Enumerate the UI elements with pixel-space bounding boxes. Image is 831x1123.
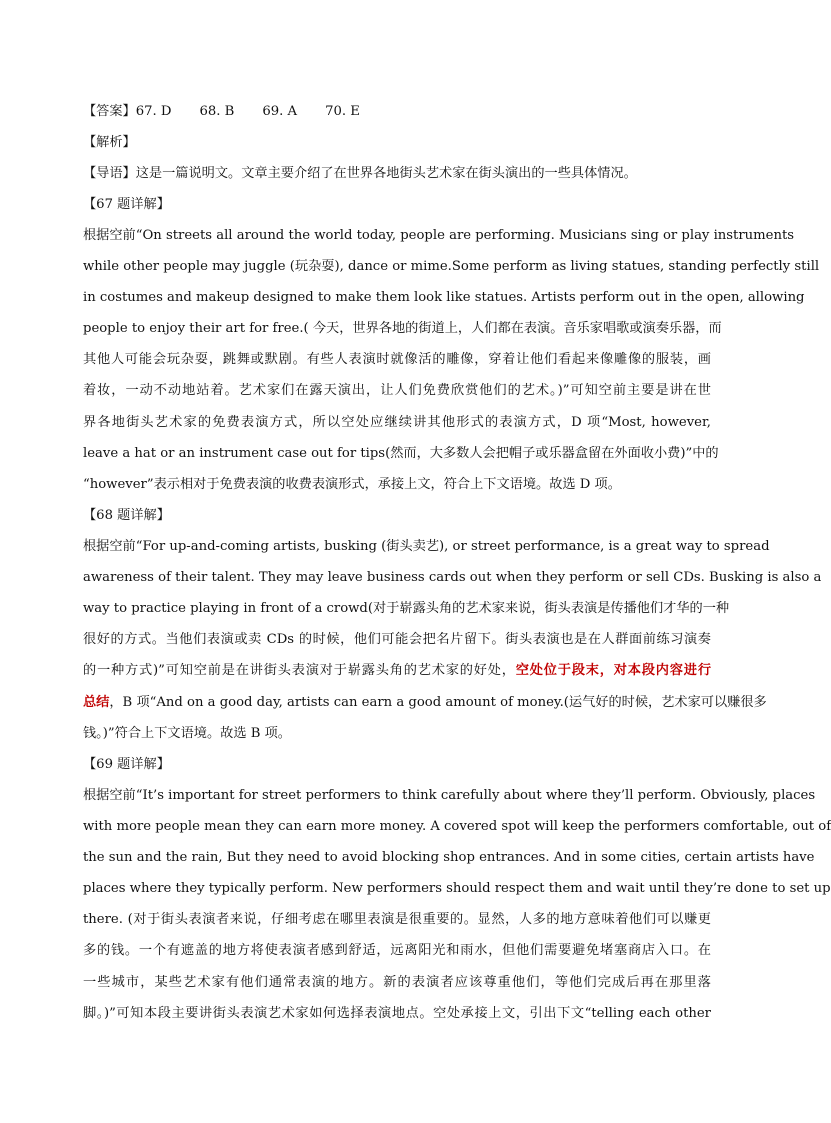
- answer-item: 70. E: [325, 104, 360, 119]
- answer-line: [83, 102, 711, 124]
- q68-line: 根据空前“For up-and-coming artists, busking (街头卖艺), or street performance, is a great way to spread: [83, 539, 770, 554]
- q68-line-with-emphasis: [83, 693, 767, 715]
- analysis-heading: 【解析】: [83, 135, 136, 150]
- q69-line: there. (对于街头表演者来说，仔细考虑在哪里表演是很重要的。显然，人多的地方意味着他们可以赚更: [83, 912, 711, 927]
- q67-line: people to enjoy their art for free.( 今天，世界各地的街道上，人们都在表演。音乐家唱歌或演奏乐器，而: [83, 321, 722, 336]
- q68-line-text: 的一种方式)”可知空前是在讲街头表演对于崭露头角的艺术家的好处，: [83, 663, 516, 678]
- q68-line-text: ，B 项“And on a good day, artists can earn a good amount of money.(运气好的时候，艺术家可以赚很多: [109, 695, 767, 710]
- q69-line: the sun and the rain, But they need to avoid blocking shop entrances. And in some cities, certain artists have: [83, 850, 815, 865]
- q67-line: 界各地街头艺术家的免费表演方式，所以空处应继续讲其他形式的表演方式，D 项“Most, however,: [83, 415, 711, 430]
- q69-line: places where they typically perform. New performers should respect them and wait until they’re done to set up: [83, 881, 831, 896]
- answer-label: 【答案】: [83, 104, 136, 119]
- q69-line: 一些城市，某些艺术家有他们通常表演的地方。新的表演者应该尊重他们，等他们完成后再在那里落: [83, 975, 711, 990]
- q67-heading: 【67 题详解】: [83, 197, 170, 212]
- q68-heading: 【68 题详解】: [83, 508, 170, 523]
- q69-heading: 【69 题详解】: [83, 757, 170, 772]
- q68-line: way to practice playing in front of a crowd(对于崭露头角的艺术家来说，街头表演是传播他们才华的一种: [83, 601, 730, 616]
- emphasis-text: 空处位于段末，对本段内容进行: [515, 663, 712, 678]
- answer-item: 67. D: [135, 104, 172, 119]
- answer-item: 69. A: [262, 104, 298, 119]
- q68-line: awareness of their talent. They may leave business cards out when they perform or sell CDs. Busking is also a: [83, 570, 822, 585]
- q67-line: 根据空前“On streets all around the world today, people are performing. Musicians sing or play instruments: [83, 228, 795, 243]
- q67-line: 着妆，一动不动地站着。艺术家们在露天演出，让人们免费欣赏他们的艺术。)”可知空前主要是讲在世: [83, 383, 711, 398]
- q69-line: 多的钱。一个有遮盖的地方将使表演者感到舒适，远离阳光和雨水，但他们需要避免堵塞商店入口。在: [83, 943, 711, 958]
- q67-line: “however”表示相对于免费表演的收费表演形式，承接上文，符合上下文语境。故选 D 项。: [83, 477, 621, 492]
- q67-line: in costumes and makeup designed to make them look like statues. Artists perform out in the open, allowing: [83, 290, 805, 305]
- q68-line-with-emphasis: [83, 661, 711, 683]
- q68-line: 很好的方式。当他们表演或卖 CDs 的时候，他们可能会把名片留下。街头表演也是在人群面前练习演奏: [83, 632, 711, 647]
- q69-line: 根据空前“It’s important for street performers to think carefully about where they’ll perform. Obviously, places: [83, 788, 816, 803]
- emphasis-text: 总结: [83, 695, 110, 710]
- q67-line: while other people may juggle (玩杂耍), dance or mime.Some perform as living statues, standing perfectly still: [83, 259, 820, 274]
- q69-line: 脚。)”可知本段主要讲街头表演艺术家如何选择表演地点。空处承接上文，引出下文“telling each other: [83, 1006, 711, 1021]
- q67-line: 其他人可能会玩杂耍，跳舞或默剧。有些人表演时就像活的雕像，穿着让他们看起来像雕像的服装，画: [83, 352, 711, 367]
- intro-text: 【导语】这是一篇说明文。文章主要介绍了在世界各地街头艺术家在街头演出的一些具体情况。: [83, 166, 637, 181]
- q69-line: with more people mean they can earn more money. A covered spot will keep the performers comfortable, out of: [83, 819, 831, 834]
- q67-line: leave a hat or an instrument case out for tips(然而，大多数人会把帽子或乐器盒留在外面收小费)”中的: [83, 446, 719, 461]
- q68-line: 钱。)”符合上下文语境。故选 B 项。: [83, 726, 291, 741]
- answer-item: 68. B: [199, 104, 235, 119]
